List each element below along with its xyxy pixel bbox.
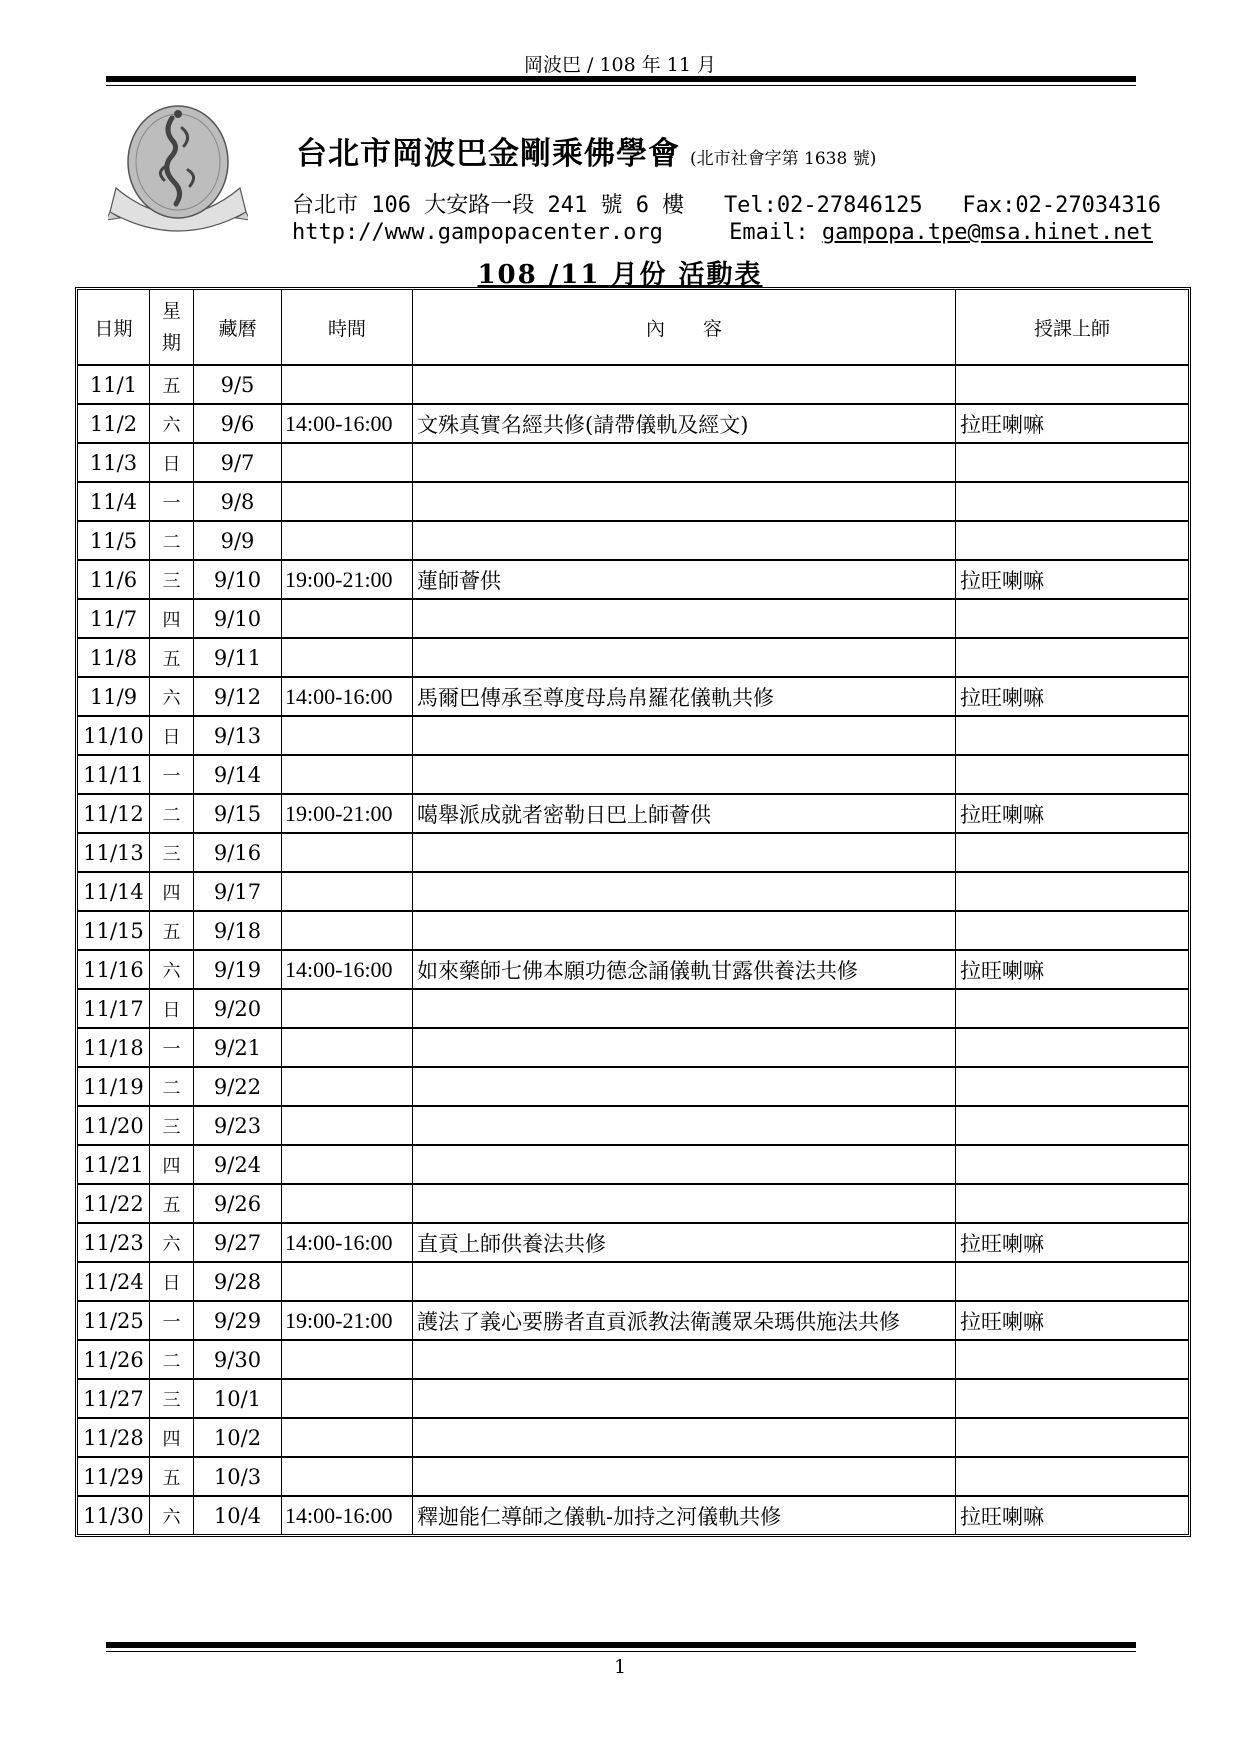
- cell-content: 噶舉派成就者密勒日巴上師薈供: [413, 795, 956, 834]
- address-line: [292, 188, 1161, 219]
- cell-teacher: 拉旺喇嘛: [956, 561, 1188, 600]
- cell-teacher: [956, 873, 1188, 912]
- cell-weekday: 五: [150, 639, 194, 678]
- cell-teacher: [956, 1341, 1188, 1380]
- table-row: [78, 639, 1188, 678]
- cell-weekday: 六: [150, 1497, 194, 1534]
- cell-date: 11/24: [78, 1263, 150, 1302]
- table-row: [78, 1263, 1188, 1302]
- cell-tibetan: 9/14: [194, 756, 282, 795]
- cell-time: [282, 1146, 413, 1185]
- cell-tibetan: 9/23: [194, 1107, 282, 1146]
- cell-date: 11/29: [78, 1458, 150, 1497]
- header-weekday-2: 期: [161, 332, 181, 354]
- cell-teacher: 拉旺喇嘛: [960, 1504, 1044, 1529]
- cell-time: [282, 522, 413, 561]
- cell-time: [282, 912, 413, 951]
- cell-date: 11/16: [78, 951, 150, 990]
- cell-tibetan: 9/10: [194, 600, 282, 639]
- cell-teacher: [956, 483, 1188, 522]
- cell-teacher: [956, 1419, 1188, 1458]
- cell-weekday: 二: [150, 795, 194, 834]
- tel: Tel:02-27846125: [723, 193, 923, 218]
- table-row: [78, 1302, 1188, 1341]
- cell-content: [413, 483, 956, 522]
- cell-teacher: [956, 1458, 1188, 1497]
- cell-tibetan: 9/11: [194, 639, 282, 678]
- cell-date: 11/3: [78, 444, 150, 483]
- cell-weekday: 日: [150, 990, 194, 1029]
- cell-teacher: 拉旺喇嘛: [956, 795, 1188, 834]
- cell-tibetan: 9/12: [194, 678, 282, 717]
- cell-tibetan: 9/6: [194, 405, 282, 444]
- cell-content: [413, 912, 956, 951]
- registration-number: (北市社會字第 1638 號): [690, 149, 877, 169]
- cell-teacher: [956, 1146, 1188, 1185]
- cell-date: 11/18: [78, 1029, 150, 1068]
- cell-weekday: 五: [150, 912, 194, 951]
- cell-weekday: 四: [150, 1419, 194, 1458]
- cell-date: 11/2: [78, 405, 150, 444]
- cell-weekday: 四: [150, 600, 194, 639]
- org-name: 台北市岡波巴金剛乘佛學會: [296, 136, 680, 172]
- table-row: [78, 1029, 1188, 1068]
- cell-content: [413, 1263, 956, 1302]
- schedule-body: [78, 366, 1188, 1534]
- cell-teacher: [956, 834, 1188, 873]
- cell-date: 11/25: [78, 1302, 150, 1341]
- cell-teacher: [956, 990, 1188, 1029]
- cell-time: [282, 639, 413, 678]
- cell-time: [282, 1068, 413, 1107]
- cell-teacher: [956, 639, 1188, 678]
- sheet-title-text: 108 /11 月份 活動表: [477, 260, 763, 290]
- cell-tibetan: 9/24: [194, 1146, 282, 1185]
- cell-weekday: 日: [150, 444, 194, 483]
- cell-teacher: [956, 1380, 1188, 1419]
- cell-content: [413, 1419, 956, 1458]
- cell-date: 11/7: [78, 600, 150, 639]
- table-row: [78, 1185, 1188, 1224]
- cell-time: 19:00-21:00: [282, 795, 413, 834]
- cell-date: 11/15: [78, 912, 150, 951]
- cell-weekday: 三: [150, 1107, 194, 1146]
- cell-tibetan: 9/18: [194, 912, 282, 951]
- cell-tibetan: 9/7: [194, 444, 282, 483]
- cell-date: 11/21: [78, 1146, 150, 1185]
- cell-tibetan: 9/30: [194, 1341, 282, 1380]
- table-header-row: [78, 290, 1188, 366]
- cell-teacher: 拉旺喇嘛: [956, 405, 1188, 444]
- cell-time: [282, 1458, 413, 1497]
- cell-date: 11/1: [78, 366, 150, 405]
- table-row: [78, 912, 1188, 951]
- cell-date: 11/12: [78, 795, 150, 834]
- cell-date: 11/13: [78, 834, 150, 873]
- cell-teacher: [956, 444, 1188, 483]
- header-teacher: 授課上師: [956, 290, 1188, 366]
- cell-tibetan: 9/22: [194, 1068, 282, 1107]
- table-row: [78, 600, 1188, 639]
- cell-teacher: 拉旺喇嘛: [956, 951, 1188, 990]
- cell-date: 11/9: [78, 678, 150, 717]
- table-row: [78, 483, 1188, 522]
- table-row: [78, 678, 1188, 717]
- cell-content: [413, 600, 956, 639]
- cell-date: 11/26: [78, 1341, 150, 1380]
- cell-teacher: [956, 1068, 1188, 1107]
- cell-content: [413, 834, 956, 873]
- cell-weekday: 三: [150, 1380, 194, 1419]
- cell-date: 11/27: [78, 1380, 150, 1419]
- cell-time: [282, 366, 413, 405]
- cell-time: 14:00-16:00: [282, 678, 413, 717]
- header-content: 內 容: [413, 290, 956, 366]
- cell-weekday: 四: [150, 873, 194, 912]
- cell-content: [413, 1029, 956, 1068]
- footer-rule-thin: [106, 1651, 1136, 1652]
- cell-time: 19:00-21:00: [282, 561, 413, 600]
- cell-content: [413, 366, 956, 405]
- cell-teacher: [956, 522, 1188, 561]
- cell-date: 11/10: [78, 717, 150, 756]
- cell-tibetan: 10/4: [194, 1497, 282, 1534]
- org-title: [296, 128, 876, 173]
- header-weekday: [150, 290, 194, 366]
- table-row: [78, 1224, 1188, 1263]
- cell-weekday: 二: [150, 1068, 194, 1107]
- table-row: [78, 951, 1188, 990]
- table-row: [78, 561, 1188, 600]
- table-row: [78, 1419, 1188, 1458]
- cell-date: 11/5: [78, 522, 150, 561]
- cell-date: 11/8: [78, 639, 150, 678]
- cell-weekday: 三: [150, 561, 194, 600]
- table-row: [78, 1146, 1188, 1185]
- page-number: 1: [613, 1656, 627, 1678]
- cell-content: [413, 717, 956, 756]
- cell-time: [282, 1380, 413, 1419]
- footer-rule: [106, 1642, 1136, 1648]
- cell-content: 釋迦能仁導師之儀軌-加持之河儀軌共修: [413, 1497, 956, 1534]
- cell-tibetan: 9/9: [194, 522, 282, 561]
- cell-date: 11/30: [78, 1497, 150, 1534]
- cell-time: 14:00-16:00: [282, 951, 413, 990]
- cell-content: [413, 1380, 956, 1419]
- table-row: [78, 444, 1188, 483]
- table-row: [78, 873, 1188, 912]
- running-head: 岡波巴 / 108 年 11 月: [523, 54, 717, 76]
- email-label: Email:: [729, 220, 809, 245]
- table-row: [78, 795, 1188, 834]
- cell-time: [282, 1263, 413, 1302]
- cell-weekday: 二: [150, 1341, 194, 1380]
- table-row: [78, 1458, 1188, 1497]
- cell-teacher: [956, 1107, 1188, 1146]
- cell-content: [413, 1146, 956, 1185]
- cell-content: 直貢上師供養法共修: [413, 1224, 956, 1263]
- header-rule: [106, 76, 1136, 82]
- cell-tibetan: 9/17: [194, 873, 282, 912]
- cell-weekday: 五: [150, 1185, 194, 1224]
- cell-time: 19:00-21:00: [282, 1302, 413, 1341]
- cell-date: 11/22: [78, 1185, 150, 1224]
- cell-weekday: 一: [150, 483, 194, 522]
- cell-content: [413, 444, 956, 483]
- cell-teacher: [956, 600, 1188, 639]
- cell-time: [282, 1185, 413, 1224]
- cell-tibetan: 9/26: [194, 1185, 282, 1224]
- cell-tibetan: 9/28: [194, 1263, 282, 1302]
- header-date: 日期: [78, 290, 150, 366]
- table-row: [78, 1107, 1188, 1146]
- cell-tibetan: 9/10: [194, 561, 282, 600]
- cell-time: 14:00-16:00: [282, 1497, 413, 1534]
- cell-tibetan: 9/15: [194, 795, 282, 834]
- cell-content: [413, 1458, 956, 1497]
- cell-tibetan: 9/8: [194, 483, 282, 522]
- cell-teacher: [956, 717, 1188, 756]
- cell-tibetan: 9/20: [194, 990, 282, 1029]
- cell-time: [282, 873, 413, 912]
- cell-tibetan: 9/13: [194, 717, 282, 756]
- cell-date: 11/28: [78, 1419, 150, 1458]
- cell-content: 護法了義心要勝者直貢派教法衛護眾朵瑪供施法共修: [413, 1302, 956, 1341]
- cell-teacher: 拉旺喇嘛: [956, 678, 1188, 717]
- cell-tibetan: 9/16: [194, 834, 282, 873]
- table-row: [78, 405, 1188, 444]
- schedule-table: [75, 287, 1191, 1537]
- cell-time: [282, 1029, 413, 1068]
- cell-content: [413, 522, 956, 561]
- cell-time: [282, 600, 413, 639]
- cell-content: [413, 639, 956, 678]
- cell-time: [282, 756, 413, 795]
- gampopa-seal-icon: [108, 100, 248, 232]
- table-row: [78, 717, 1188, 756]
- cell-weekday: 六: [150, 405, 194, 444]
- contact-line: [292, 220, 1153, 245]
- cell-weekday: 二: [150, 522, 194, 561]
- cell-content: [413, 756, 956, 795]
- cell-content: [413, 873, 956, 912]
- cell-date: 11/4: [78, 483, 150, 522]
- cell-time: [282, 444, 413, 483]
- cell-weekday: 六: [150, 951, 194, 990]
- table-row: [78, 1068, 1188, 1107]
- table-row: [78, 834, 1188, 873]
- cell-time: 14:00-16:00: [282, 1224, 413, 1263]
- fax: Fax:02-27034316: [962, 193, 1162, 218]
- table-row: [78, 1380, 1188, 1419]
- table-row: [78, 366, 1188, 405]
- cell-tibetan: 10/1: [194, 1380, 282, 1419]
- cell-tibetan: 10/2: [194, 1419, 282, 1458]
- cell-date: 11/6: [78, 561, 150, 600]
- cell-date: 11/17: [78, 990, 150, 1029]
- table-row: [78, 756, 1188, 795]
- cell-time: [282, 1341, 413, 1380]
- cell-content: [413, 1341, 956, 1380]
- cell-weekday: 六: [150, 678, 194, 717]
- sheet-title: [0, 254, 1240, 291]
- cell-time: [282, 834, 413, 873]
- cell-weekday: 五: [150, 1458, 194, 1497]
- cell-date: 11/14: [78, 873, 150, 912]
- cell-teacher: [956, 366, 1188, 405]
- cell-tibetan: 9/27: [194, 1224, 282, 1263]
- cell-content: [413, 1107, 956, 1146]
- website-link[interactable]: http://www.gampopacenter.org: [292, 220, 663, 245]
- header-weekday-1: 星: [161, 300, 181, 322]
- cell-weekday: 日: [150, 1263, 194, 1302]
- cell-weekday: 六: [150, 1224, 194, 1263]
- cell-weekday: 五: [150, 366, 194, 405]
- cell-time: [282, 717, 413, 756]
- cell-time: 14:00-16:00: [282, 405, 413, 444]
- cell-tibetan: 10/3: [194, 1458, 282, 1497]
- cell-weekday: 一: [150, 1029, 194, 1068]
- header-tibetan: 藏曆: [194, 290, 282, 366]
- cell-content: [413, 1185, 956, 1224]
- cell-tibetan: 9/19: [194, 951, 282, 990]
- table-row: [78, 1497, 1188, 1534]
- cell-teacher: [956, 1185, 1188, 1224]
- table-row: [78, 990, 1188, 1029]
- cell-content: 文殊真實名經共修(請帶儀軌及經文): [413, 405, 956, 444]
- cell-date: 11/11: [78, 756, 150, 795]
- cell-date: 11/20: [78, 1107, 150, 1146]
- cell-tibetan: 9/21: [194, 1029, 282, 1068]
- cell-content: 蓮師薈供: [413, 561, 956, 600]
- cell-weekday: 三: [150, 834, 194, 873]
- cell-content: [413, 1068, 956, 1107]
- cell-content: [413, 990, 956, 1029]
- cell-teacher: [956, 1029, 1188, 1068]
- header-time: 時間: [282, 290, 413, 366]
- cell-weekday: 日: [150, 717, 194, 756]
- cell-time: [282, 483, 413, 522]
- cell-tibetan: 9/29: [194, 1302, 282, 1341]
- cell-date: 11/23: [78, 1224, 150, 1263]
- cell-time: [282, 1419, 413, 1458]
- cell-teacher: [956, 1263, 1188, 1302]
- cell-teacher: 拉旺喇嘛: [956, 1302, 1188, 1341]
- cell-content: 如來藥師七佛本願功德念誦儀軌甘露供養法共修: [413, 951, 956, 990]
- cell-time: [282, 1107, 413, 1146]
- email-link[interactable]: gampopa.tpe@msa.hinet.net: [821, 220, 1153, 245]
- address: 台北市 106 大安路一段 241 號 6 樓: [292, 193, 685, 218]
- cell-weekday: 四: [150, 1146, 194, 1185]
- table-row: [78, 522, 1188, 561]
- cell-weekday: 一: [150, 1302, 194, 1341]
- cell-teacher: [956, 756, 1188, 795]
- header-rule-thin: [106, 85, 1136, 86]
- cell-time: [282, 990, 413, 1029]
- cell-tibetan: 9/5: [194, 366, 282, 405]
- cell-teacher: [956, 912, 1188, 951]
- cell-date: 11/19: [78, 1068, 150, 1107]
- cell-weekday: 一: [150, 756, 194, 795]
- table-row: [78, 1341, 1188, 1380]
- cell-teacher: 拉旺喇嘛: [956, 1224, 1188, 1263]
- cell-content: 馬爾巴傳承至尊度母烏帛羅花儀軌共修: [413, 678, 956, 717]
